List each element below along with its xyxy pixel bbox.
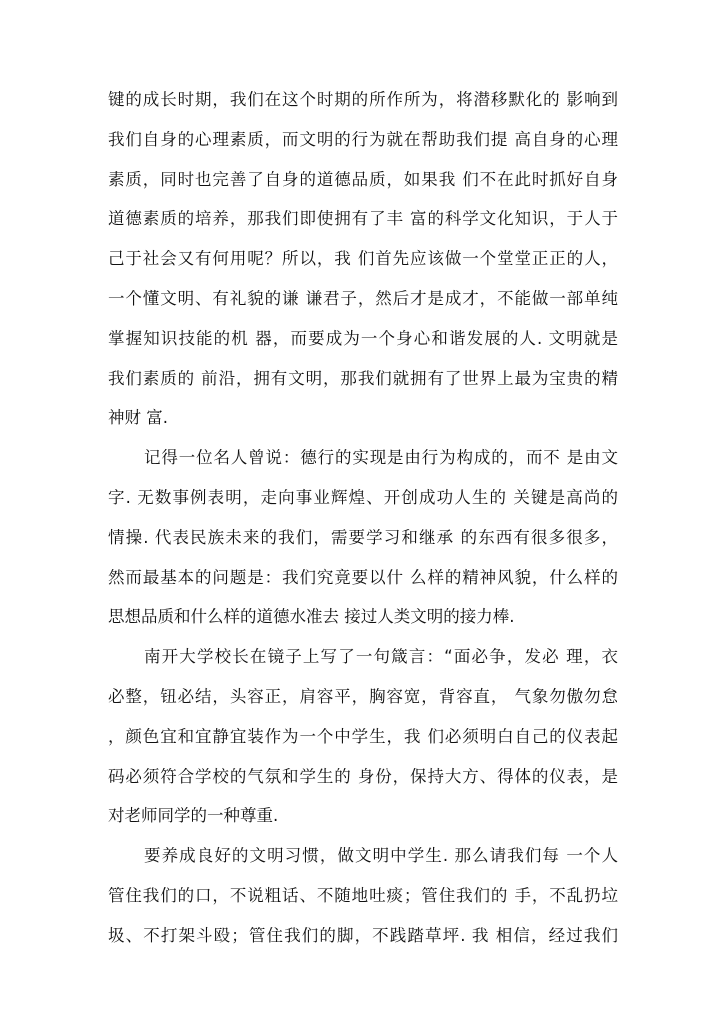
- text-line: 素质，同时也完善了自身的道德品质，如果我 们不在此时抓好自身: [108, 169, 618, 189]
- text-line: 掌握知识技能的机 器，而要成为一个身心和谐发展的人. 文明就是: [108, 328, 618, 348]
- text-line: 键的成长时期，我们在这个时期的所作所为，将潜移默化的 影响到: [108, 90, 618, 109]
- paragraph-start-line: 南开大学校长在镜子上写了一句箴言：“面必争，发必 理，衣: [144, 647, 618, 667]
- text-line: 对老师同学的一种尊重.: [108, 806, 279, 826]
- text-line: 情操. 代表民族未来的我们，需要学习和继承 的东西有很多很多，: [108, 527, 618, 547]
- text-line: 然而最基本的问题是：我们究竟要以什 么样的精神风貌，什么样的: [108, 567, 618, 587]
- text-line: 管住我们的口，不说粗话、不随地吐痰；管住我们的 手，不乱扔垃: [108, 885, 618, 905]
- text-line: 一个懂文明、有礼貌的谦 谦君子，然后才是成才，不能做一部单纯: [108, 288, 618, 308]
- text-line: 字. 无数事例表明，走向事业辉煌、开创成功人生的 关键是高尚的: [108, 487, 618, 507]
- text-line: 道德素质的培养，那我们即使拥有了丰 富的科学文化知识，于人于: [108, 209, 618, 229]
- text-line: 码必须符合学校的气氛和学生的 身份，保持大方、得体的仪表，是: [108, 766, 618, 786]
- text-line: 必整，钮必结，头容正，肩容平，胸容宽，背容直， 气象勿傲勿怠: [108, 686, 618, 706]
- text-line: 神财 富.: [108, 408, 168, 428]
- text-line: 圾、不打架斗殴；管住我们的脚，不践踏草坪. 我 相信，经过我们: [108, 925, 618, 945]
- paragraph-start-line: 记得一位名人曾说：德行的实现是由行为构成的，而不 是由文: [144, 448, 618, 468]
- text-line: ，颜色宜和宜静宜装作为一个中学生，我 们必须明白自己的仪表起: [108, 726, 618, 746]
- text-line: 己于社会又有何用呢？所以，我 们首先应该做一个堂堂正正的人，: [108, 249, 618, 269]
- text-line: 思想品质和什么样的道德水准去 接过人类文明的接力棒.: [108, 607, 515, 627]
- paragraph-start-line: 要养成良好的文明习惯，做文明中学生. 那么请我们每 一个人: [144, 846, 618, 866]
- text-line: 我们素质的 前沿，拥有文明，那我们就拥有了世界上最为宝贵的精: [108, 368, 618, 388]
- text-line: 我们自身的心理素质，而文明的行为就在帮助我们提 高自身的心理: [108, 129, 618, 149]
- body-text: [108, 80, 618, 956]
